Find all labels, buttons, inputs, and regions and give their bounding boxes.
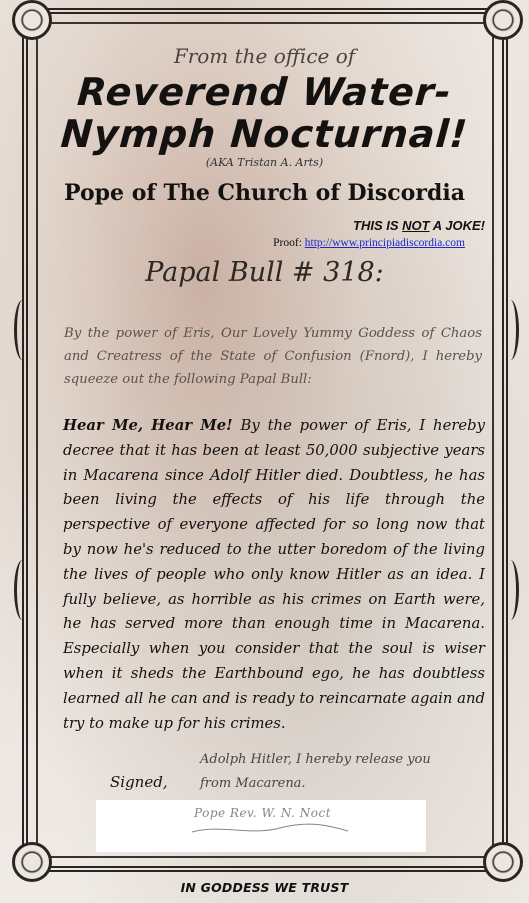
side-scroll-ornament: [14, 300, 31, 360]
reverend-name-line-2: Nymph Nocturnal!: [59, 112, 470, 156]
side-scroll-ornament: [14, 560, 31, 620]
footer-motto: IN GODDESS WE TRUST: [180, 880, 349, 895]
release-statement: Adolph Hitler, I hereby release you from Macarena.: [200, 752, 431, 791]
decree-paragraph: [63, 414, 485, 736]
proof-label: Proof:: [273, 237, 302, 249]
not-a-joke-notice: [353, 218, 485, 233]
aka-line: (AKA Tristan A. Arts): [205, 156, 324, 169]
decree-opening: Hear Me, Hear Me!: [63, 417, 233, 434]
proof-line: [273, 237, 465, 249]
reverend-name-line-1: Reverend Water-: [75, 70, 454, 114]
from-line: From the office of: [173, 44, 356, 68]
side-scroll-ornament: [502, 300, 519, 360]
signed-label: Signed,: [110, 773, 168, 791]
signature: Pope Rev. W. N. Noct: [194, 806, 332, 820]
proof-link[interactable]: http://www.principiadiscordia.com: [304, 237, 465, 249]
corner-ornament-bottom-right: [483, 842, 523, 882]
side-scroll-ornament: [502, 560, 519, 620]
corner-ornament-top-left: [12, 0, 52, 40]
corner-ornament-top-right: [483, 0, 523, 40]
intro-paragraph: By the power of Eris, Our Lovely Yummy Goddess of Chaos and Creatress of the State of Confusion (Fnord), I hereby squeeze out the following Papal Bull:: [64, 326, 482, 387]
corner-ornament-bottom-left: [12, 842, 52, 882]
pope-title: Pope of The Church of Discordia: [64, 180, 465, 206]
notice-emphasis: NOT: [402, 218, 430, 233]
decree-text: By the power of Eris, I hereby decree that it has been at least 50,000 subjective years in Macarena since Adolf Hitler died. Doubtless, he has been living the effects of his life through the perspective of everyone affected for so long now that by now he's reduced to the utter boredom of the living the lives of people who only know Hitler as an idea. I fully believe, as horrible as his crimes on Earth were, he has served more than enough time in Macarena. Especially when you consider that the soul is wiser when it sheds the Earthbound ego, he has doubtless learned all he can and is ready to reincarnate again and try to make up for his crimes.: [63, 417, 485, 732]
signature-flourish: [190, 822, 350, 836]
notice-prefix: THIS IS: [353, 218, 403, 233]
papal-bull-heading: Papal Bull # 318:: [145, 257, 384, 288]
notice-suffix: A JOKE!: [429, 218, 485, 233]
